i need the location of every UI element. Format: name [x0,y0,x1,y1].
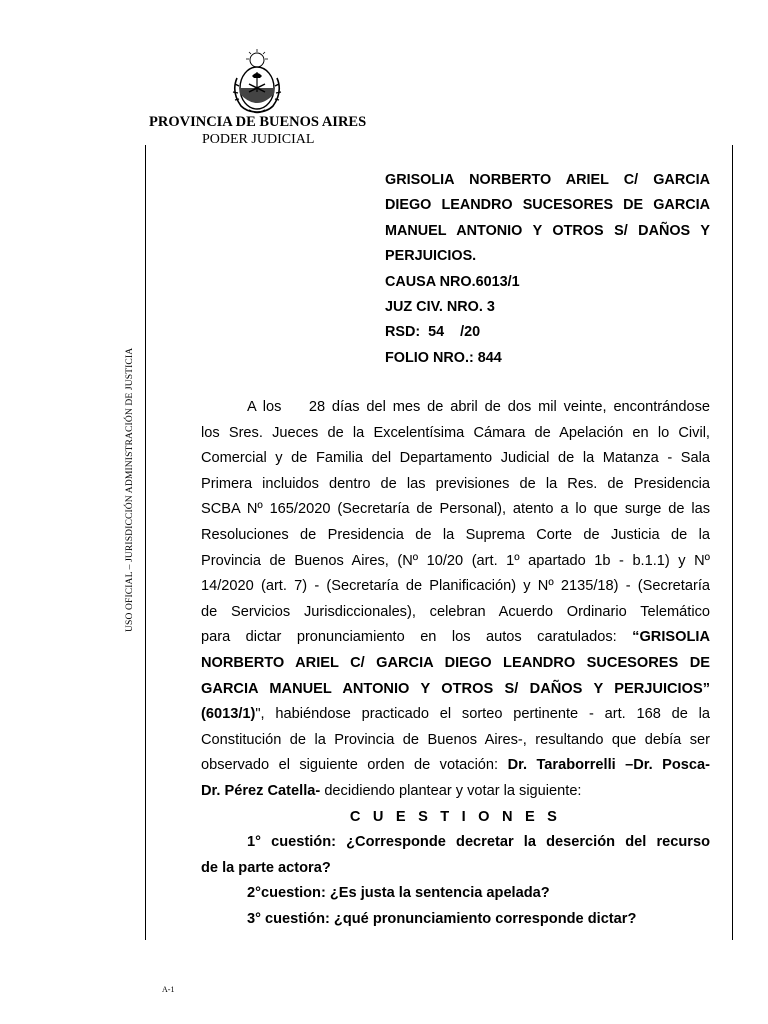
question-3: 3° cuestión: ¿qué pronunciamiento corresponde dictar? [247,910,637,927]
body-line-4: Primera incluidos dentro de las previsiones de la Res. de Presidencia [201,475,710,492]
body-line-2: los Sres. Jueces de la Excelentísima Cámara de Apelación en lo Civil, [201,424,710,441]
body-line-10 [201,625,710,651]
official-use-sidebar: USO OFICIAL – JURISDICCIÓN ADMINISTRACIÓN DE JUSTICIA [124,347,135,632]
rsd-number: RSD: 54 /20 [385,324,481,341]
body-line-16 [201,779,710,805]
caption-line-1: GRISOLIA NORBERTO ARIEL C/ GARCIA [385,172,710,188]
body-line-16-text: decidiendo plantear y votar la siguiente: [324,782,582,799]
case-number: CAUSA NRO.6013/1 [385,273,520,290]
case-caption [385,168,710,371]
folio-number: FOLIO NRO.: 844 [385,349,502,366]
body-line-5: SCBA Nº 165/2020 (Secretaría de Personal), atento a lo que surge de las [201,501,710,518]
court-number: JUZ CIV. NRO. 3 [385,298,495,315]
questions-heading: C U E S T I O N E S [349,808,562,825]
body-line-1: A los 28 días del mes de abril de dos mil veinte, encontrándose [247,399,710,415]
branch-heading: PODER JUDICIAL [202,132,315,147]
case-number-ref: (6013/1) [201,706,256,723]
page-footer-code: A-1 [162,985,175,994]
question-1: 1° cuestión: ¿Corresponde decretar la deserción del recurso [247,834,710,851]
body-line-10-text: para dictar pronunciamiento en los autos caratulados: [201,629,617,646]
body-line-7: Provincia de Buenos Aires, (Nº 10/20 (art. 1º apartado 1b - b.1.1) y Nº [201,552,710,569]
right-margin-rule [732,145,733,940]
caption-line-3: MANUEL ANTONIO Y OTROS S/ DAÑOS Y [385,222,710,239]
province-heading: PROVINCIA DE BUENOS AIRES [149,114,367,130]
question-2: 2°cuestion: ¿Es justa la sentencia apelada? [247,885,550,902]
body-line-8: 14/2020 (art. 7) - (Secretaría de Planificación) y Nº 2135/18) - (Secretaría [201,578,710,595]
case-title-line-2: NORBERTO ARIEL C/ GARCIA DIEGO LEANDRO SUCESORES DE [201,654,710,671]
document-body [201,395,710,932]
body-line-13 [201,702,710,728]
left-margin-rule [145,145,146,940]
body-line-15 [201,753,710,779]
body-line-3: Comercial y de Familia del Departamento Judicial de la Matanza - Sala [201,450,710,467]
question-1-cont: de la parte actora? [201,859,331,876]
coat-of-arms-seal [227,48,287,116]
body-line-14: Constitución de la Provincia de Buenos Aires-, resultando que debía ser [201,731,710,748]
body-line-9: de Servicios Jurisdiccionales), celebran Acuerdo Ordinario Telemático [201,603,710,620]
case-title-start: “GRISOLIA [632,629,710,646]
body-line-15-text: observado el siguiente orden de votación: [201,757,499,774]
caption-line-2: DIEGO LEANDRO SUCESORES DE GARCIA [385,197,710,214]
body-line-13-text: ", habiéndose practicado el sorteo pertinente - art. 168 de la [255,706,710,723]
caption-line-4: PERJUICIOS. [385,248,477,265]
case-title-line-3: GARCIA MANUEL ANTONIO Y OTROS S/ DAÑOS Y PERJUICIOS” [201,680,710,697]
body-line-6: Resoluciones de Presidencia de la Suprema Corte de Justicia de la [201,526,710,543]
voting-order-judges: Dr. Taraborrelli –Dr. Posca- [507,757,711,774]
voting-order-last-judge: Dr. Pérez Catella- [201,782,321,799]
